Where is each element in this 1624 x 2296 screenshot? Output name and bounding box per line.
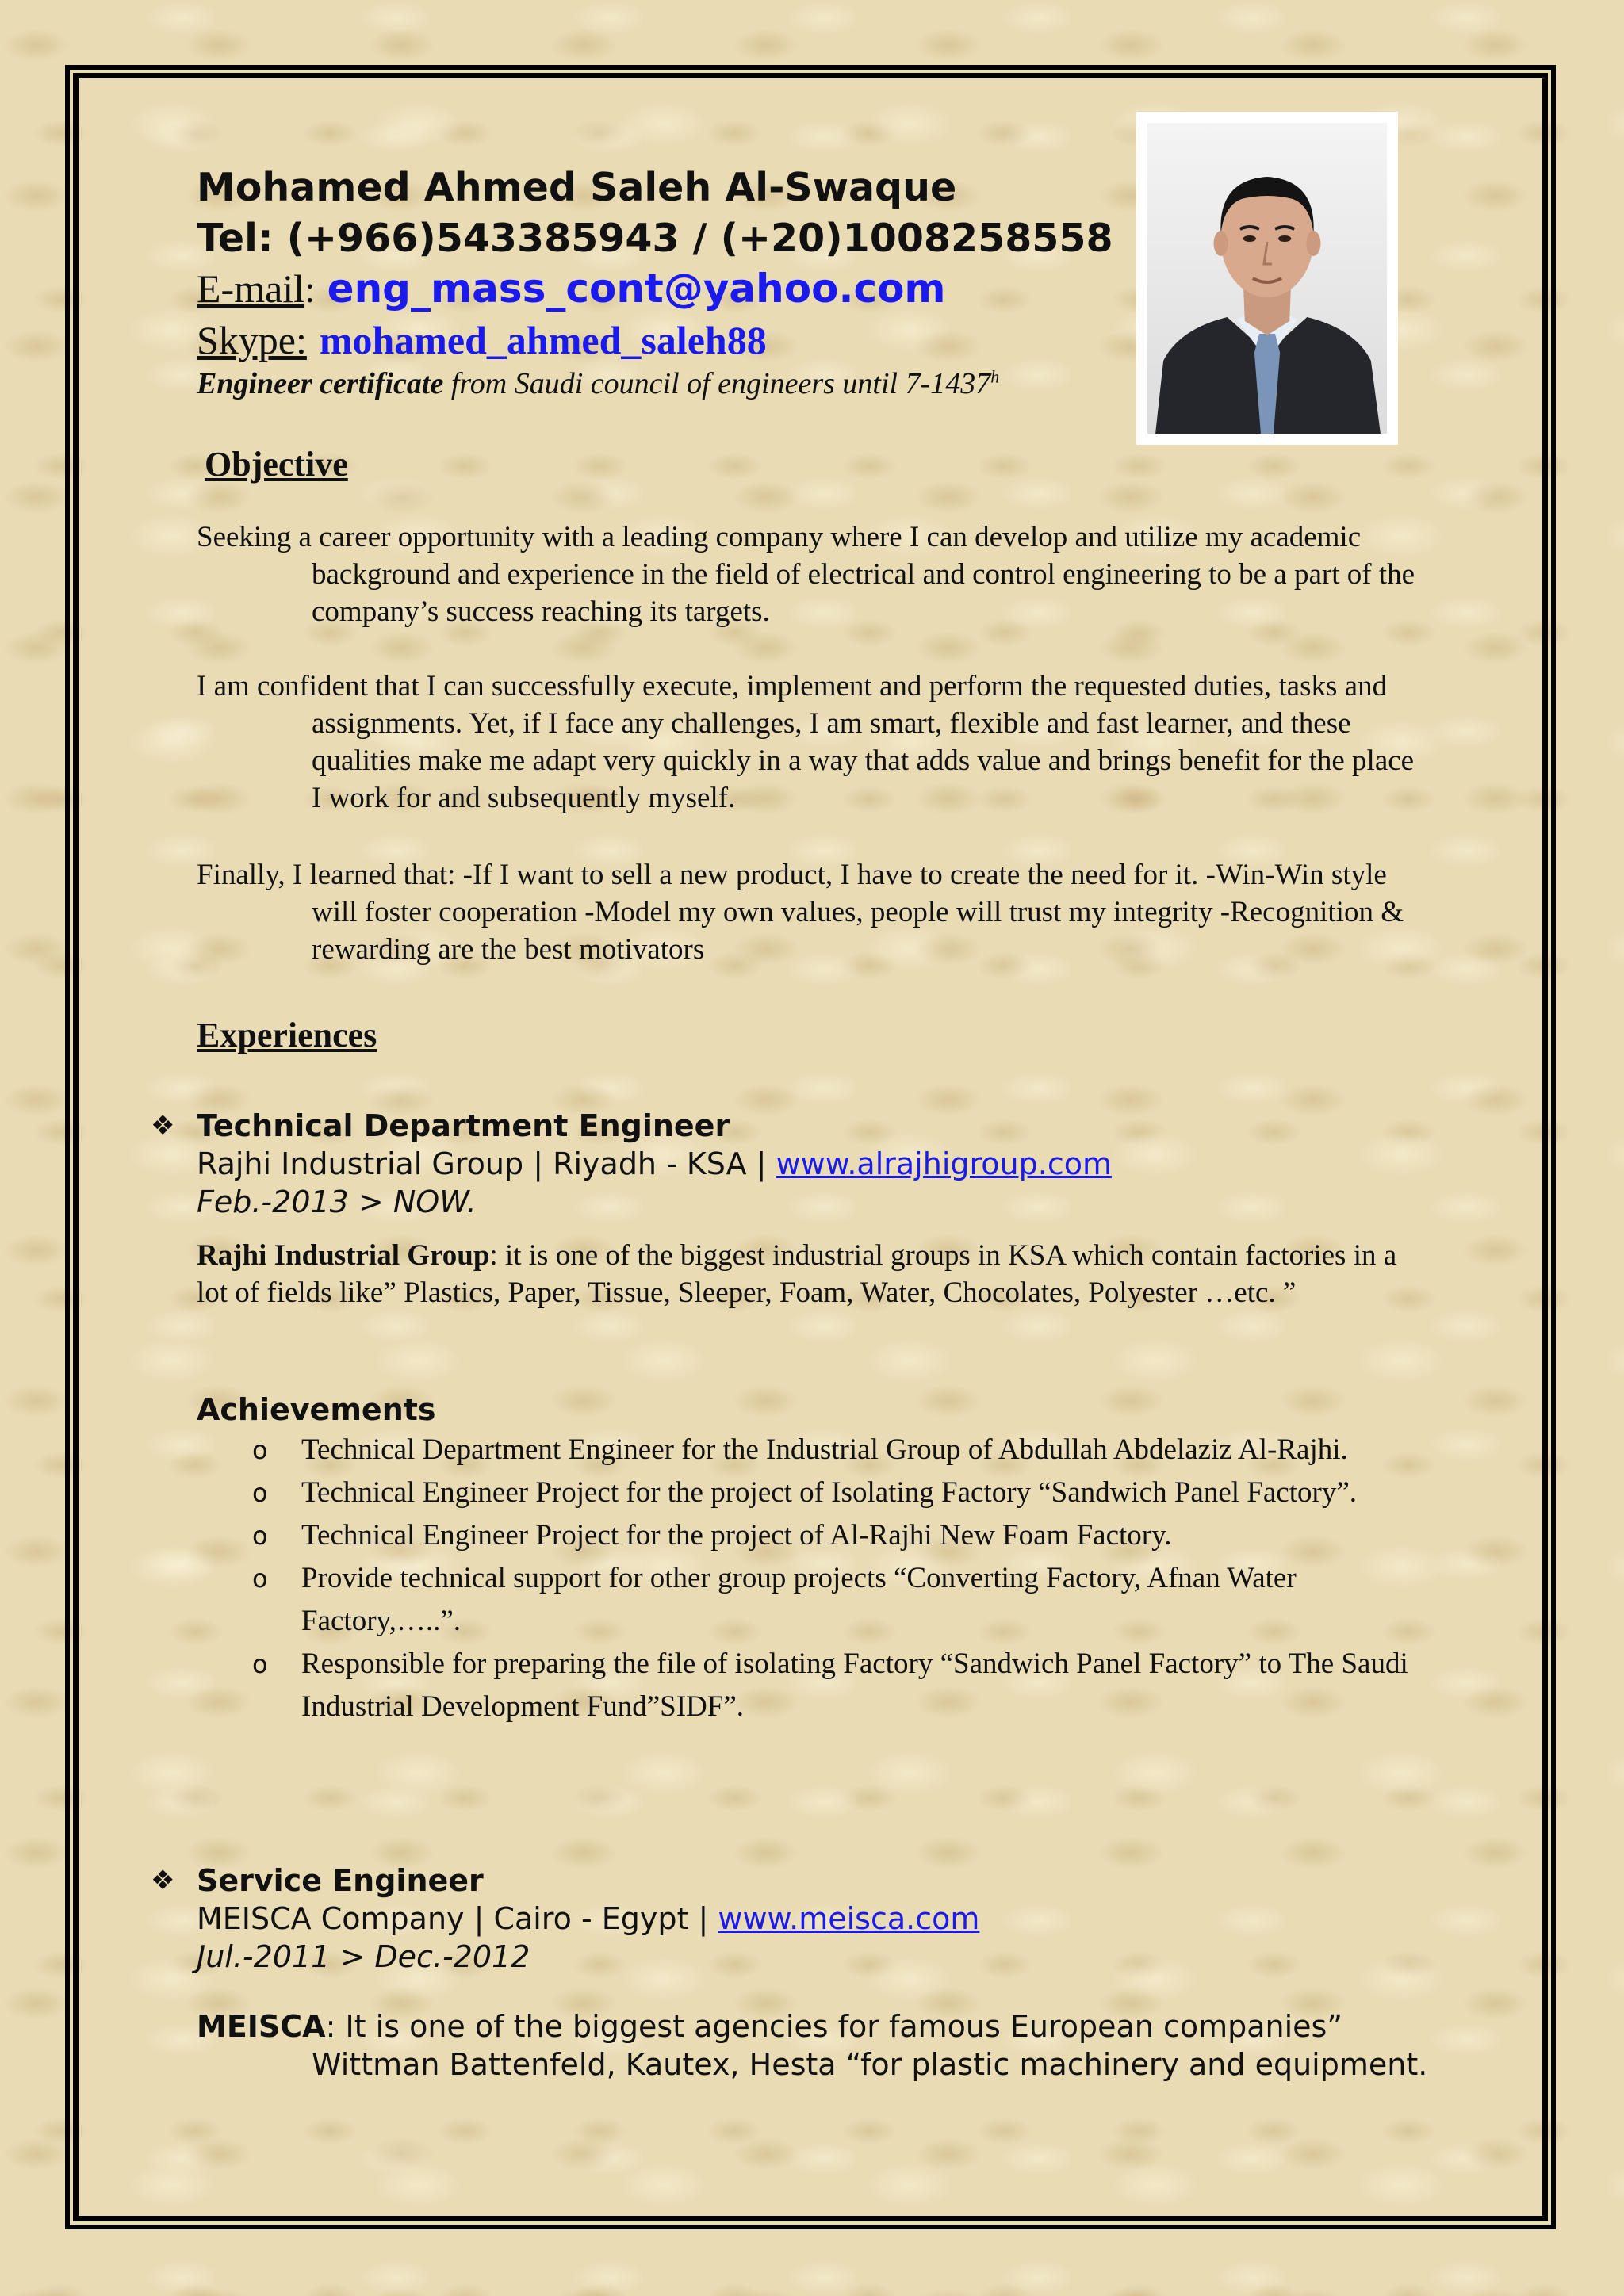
job-company: Rajhi Industrial Group | Riyadh - KSA | (197, 1146, 776, 1181)
job-2-header (197, 1862, 979, 1976)
list-item (252, 1557, 1442, 1643)
list-item (252, 1471, 1442, 1514)
achievements-list (252, 1429, 1442, 1728)
company-description (197, 2007, 1434, 2084)
skype-label: Skype: (197, 318, 307, 362)
achievement-text: Provide technical support for other group projects “Converting Factory, Afnan Water Factory,…..”. (301, 1562, 1297, 1637)
list-marker: o (252, 1478, 268, 1508)
achievement-text: Technical Department Engineer for the Industrial Group of Abdullah Abdelaziz Al-Rajhi. (301, 1433, 1348, 1466)
company-website-link[interactable]: www.alrajhigroup.com (776, 1146, 1112, 1181)
certificate-text: from Saudi council of engineers until 7-1437 (443, 367, 991, 400)
skype-id: mohamed_ahmed_saleh88 (319, 318, 767, 362)
candidate-name: Mohamed Ahmed Saleh Al-Swaque (197, 165, 957, 210)
company-name-bold: Rajhi Industrial Group (197, 1239, 490, 1272)
company-description (197, 1237, 1434, 1311)
job-dates: Jul.-2011 > Dec.-2012 (197, 1939, 530, 1974)
job-company-line (197, 1145, 1112, 1183)
objective-paragraph-3: Finally, I learned that: -If I want to sell a new product, I have to create the need for it. -Win-Win style will foster cooperation -Model my own values, people will trust my integrity -Recognition & rewarding are the best motivators (197, 859, 1404, 966)
list-marker: o (252, 1435, 268, 1465)
company-website-link[interactable]: www.meisca.com (718, 1901, 980, 1936)
email-separator: : (304, 269, 316, 311)
job-1-header (197, 1107, 1112, 1221)
company-description-text: : It is one of the biggest agencies for famous European companies” Wittman Battenfeld, Kautex, Hesta “for plastic machinery and equipment. (312, 2009, 1428, 2082)
list-marker: o (252, 1521, 268, 1551)
job-dates: Feb.-2013 > NOW. (197, 1184, 477, 1219)
list-item (252, 1643, 1442, 1728)
email-label: E-mail (197, 266, 305, 311)
objective-heading: Objective (205, 445, 348, 484)
certificate-bold: Engineer certificate (197, 367, 444, 400)
job-bullet-icon: ❖ (151, 1865, 175, 1896)
profile-photo (1136, 112, 1398, 445)
objective-paragraph-1: Seeking a career opportunity with a leading company where I can develop and utilize my academic background and experience in the field of electrical and control engineering to be a part of the company’s success reaching its targets. (197, 521, 1415, 628)
list-marker: o (252, 1563, 268, 1594)
objective-paragraph-2: I am confident that I can successfully execute, implement and perform the requested duties, tasks and assignments. Yet, if I face any challenges, I am smart, flexible and fast learner, and these qualities make me adapt very quickly in a way that adds value and brings benefit for the place I work for and subsequently myself. (197, 670, 1415, 814)
job-title: Service Engineer (197, 1863, 484, 1898)
achievement-text: Responsible for preparing the file of isolating Factory “Sandwich Panel Factory” to The Saudi Industrial Development Fund”SIDF”. (301, 1647, 1408, 1723)
email-row (197, 266, 946, 312)
list-item (252, 1514, 1442, 1557)
job-company: MEISCA Company | Cairo - Egypt | (197, 1901, 718, 1936)
job-company-line (197, 1900, 979, 1938)
experiences-heading: Experiences (197, 1016, 377, 1054)
achievement-text: Technical Engineer Project for the project of Al-Rajhi New Foam Factory. (301, 1519, 1172, 1552)
achievement-text: Technical Engineer Project for the project of Isolating Factory “Sandwich Panel Factory”. (301, 1476, 1358, 1509)
job-bullet-icon: ❖ (151, 1110, 175, 1142)
list-item (252, 1429, 1442, 1471)
skype-row (197, 317, 767, 363)
achievements-heading: Achievements (197, 1392, 436, 1427)
certificate-sup: h (990, 366, 1000, 387)
company-description-text: : it is one of the biggest industrial groups in KSA which contain factories in a lot of fields like” Plastics, Paper, Tissue, Sleeper, Foam, Water, Chocolates, Polyester …etc. ” (197, 1239, 1397, 1309)
phone-numbers: Tel: (+966)543385943 / (+20)1008258558 (197, 216, 1113, 261)
job-title: Technical Department Engineer (197, 1108, 730, 1143)
list-marker: o (252, 1649, 268, 1679)
email-link[interactable]: eng_mass_cont@yahoo.com (327, 266, 946, 312)
company-name-bold: MEISCA (197, 2009, 326, 2044)
engineer-certificate (197, 366, 999, 401)
